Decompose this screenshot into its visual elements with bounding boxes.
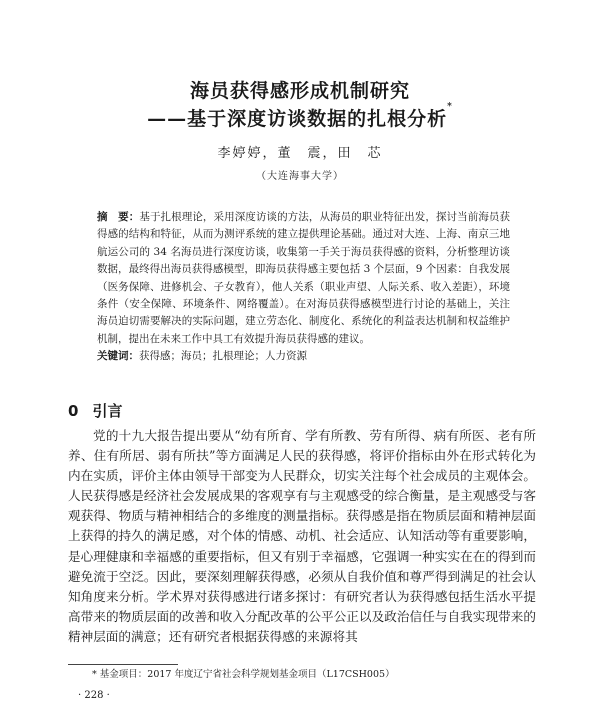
abstract-text: 基于扎根理论，采用深度访谈的方法，从海员的职业特征出发，探讨当前海员获得感的结构和特征，从而为测评系统的建立提供理论基础。通过对大连、上海、南京三地航运公司的 34 名海员进行深度访谈，收集第一手关于海员获得感的资料，分析整理访谈数据，最终得出海员获得感模型，即海员获得感主要包括 3 个层面，9 个因素：自我发展（医务保障、进修机会、子女教育），他人关系（职业声望、人际关系、收入差距），环境条件（安全保障、环境条件、网络覆盖）。在对海员获得感模型进行讨论的基础上，关注海员迫切需要解决的实际问题，建立劳态化、制度化、系统化的利益表达机制和权益维护机制，提出在未来工作中具工有效提升海员获得感的建议。: [97, 211, 511, 345]
abstract-label: 摘 要：: [97, 211, 140, 223]
paper-subtitle: [0, 104, 600, 131]
footnote-text: 基金项目：2017 年度辽宁省社会科学规划基金项目（L17CSH005）: [99, 669, 395, 680]
keywords: [97, 348, 510, 365]
body-paragraph: 党的十九大报告提出要从“幼有所育、学有所教、劳有所得、病有所医、老有所养、住有所居、弱有所扶”等方面满足人民的获得感，将评价指标由外在形式转化为内在实质，评价主体由领导干部变为人民群众，切实关注每个社会成员的主观体会。人民获得感是经济社会发展成果的客观享有与主观感受的综合衡量，是主观感受与客观获得、物质与精神相结合的多维度的测量指标。获得感是指在物质层面和精神层面上获得的持久的满足感，对个体的情感、动机、社会适应、认知活动等有重要影响，是心理健康和幸福感的重要指标，但又有别于幸福感，它强调一种实实在在的得到而避免流于空泛。因此，要深刻理解获得感，必须从自我价值和尊严得到满足的社会认知角度来分析。学术界对获得感进行诸多探讨：有研究者认为获得感包括生活水平提高带来的物质层面的改善和收入分配改革的公平公正以及政治信任与自我实现带来的精神层面的满意；还有研究者根据获得感的来源将其: [68, 428, 536, 644]
paper-title: 海员获得感形成机制研究: [189, 80, 410, 102]
affiliation: （大连海事大学）: [256, 171, 344, 182]
footnote-marker: *: [92, 669, 100, 680]
page-number-value: 228: [84, 690, 104, 701]
paper-subtitle-text: ——基于深度访谈数据的扎根分析: [147, 108, 448, 130]
section-number: 0: [68, 402, 79, 420]
abstract: [97, 209, 510, 348]
footnote-divider: [68, 664, 178, 665]
keywords-text: 获得感；海员；扎根理论；人力资源: [139, 350, 307, 362]
author-list: 李婷婷，董 震，田 芯: [217, 146, 383, 161]
funding-footnote: [92, 668, 395, 681]
keywords-label: 关键词：: [97, 350, 139, 362]
section-title: 引言: [92, 402, 123, 420]
section-heading: [68, 400, 122, 421]
page-number: · 228 ·: [78, 690, 110, 701]
title-footnote-marker: *: [447, 102, 453, 112]
